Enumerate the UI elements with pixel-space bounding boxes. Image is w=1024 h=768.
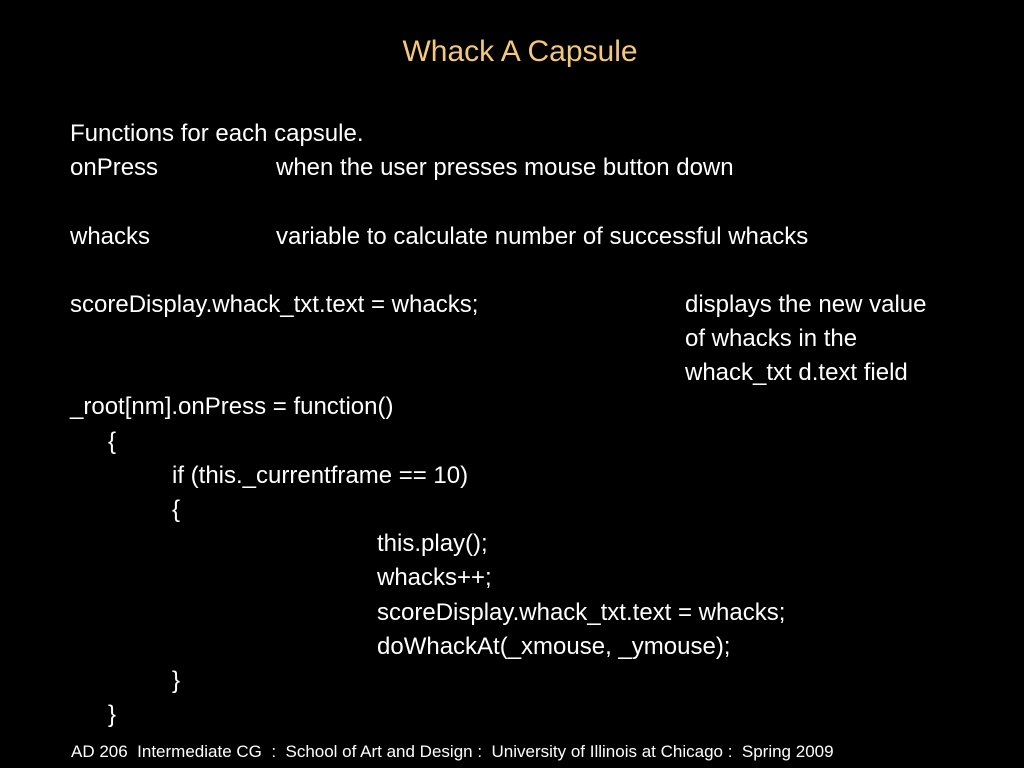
code-line: whacks++; bbox=[377, 564, 492, 591]
code-line: scoreDisplay.whack_txt.text = whacks; bbox=[377, 599, 786, 626]
score-note-line: whack_txt d.text field bbox=[685, 359, 908, 386]
code-line: this.play(); bbox=[377, 530, 488, 557]
score-note-line: displays the new value bbox=[685, 291, 927, 318]
definition-term-onpress: onPress bbox=[70, 154, 159, 181]
code-line: if (this._currentframe == 10) bbox=[172, 462, 469, 489]
code-line: } bbox=[108, 701, 117, 728]
intro-text: Functions for each capsule. bbox=[70, 120, 364, 147]
slide-footer: AD 206 Intermediate CG : School of Art and Design : University of Illinois at Chicago : Spring 2009 bbox=[71, 742, 834, 761]
definition-description-onpress: when the user presses mouse button down bbox=[276, 154, 734, 181]
code-line: doWhackAt(_xmouse, _ymouse); bbox=[377, 633, 731, 660]
definition-term-whacks: whacks bbox=[70, 223, 151, 250]
code-line: { bbox=[108, 428, 117, 455]
slide-title: Whack A Capsule bbox=[402, 35, 638, 68]
code-line: _root[nm].onPress = function() bbox=[70, 393, 394, 420]
definition-description-whacks: variable to calculate number of successful whacks bbox=[276, 223, 809, 250]
code-line: } bbox=[172, 667, 181, 694]
code-line: { bbox=[172, 496, 181, 523]
score-statement: scoreDisplay.whack_txt.text = whacks; bbox=[70, 291, 479, 318]
score-note-line: of whacks in the bbox=[685, 325, 858, 352]
